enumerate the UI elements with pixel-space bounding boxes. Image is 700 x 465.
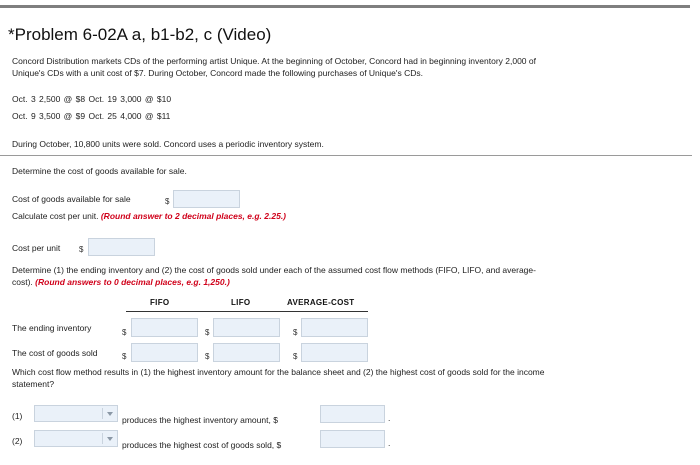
part-c-item2-text: produces the highest cost of goods sold, $ [122,440,282,450]
part-c-item2-period: . [388,438,391,448]
chevron-down-icon [107,412,113,416]
chevron-down-icon [107,437,113,441]
cogs-average-dollar: $ [293,352,298,361]
ending-inventory-lifo-input[interactable] [213,318,280,337]
part-c-item1-period: . [388,413,391,423]
ending-inventory-average-dollar: $ [293,328,298,337]
cogs-fifo-input[interactable] [131,343,198,362]
cogas-dollar-sign: $ [165,197,170,206]
section-divider [0,155,692,156]
part-c-item2-number: (2) [12,436,23,446]
intro-text-line1: Concord Distribution markets CDs of the performing artist Unique. At the beginning of October, Concord had in beginning inventory 2,000 of [12,56,536,66]
top-divider [0,5,690,8]
ending-inventory-average-input[interactable] [301,318,368,337]
cogas-input[interactable] [173,190,240,208]
part-c-question-line1: Which cost flow method results in (1) the highest inventory amount for the balance sheet and (2) the highest cost of goods sold for the income [12,367,545,377]
problem-title: *Problem 6-02A a, b1-b2, c (Video) [8,25,272,44]
calc-cost-per-unit-text: Calculate cost per unit. (Round answer to 2 decimal places, e.g. 2.25.) [12,211,287,221]
part-c-item1-method-select[interactable] [34,405,118,422]
cogas-label: Cost of goods available for sale [12,194,131,204]
cogs-fifo-dollar: $ [122,352,127,361]
part-c-item1-amount-input[interactable] [320,405,385,423]
part-c-item2-amount-input[interactable] [320,430,385,448]
column-header-fifo: FIFO [150,298,170,307]
part-c-item2-method-select[interactable] [34,430,118,447]
intro-text-line2: Unique's CDs with a unit cost of $7. During October, Concord made the following purchases of Unique's CDs. [12,68,423,78]
sales-text: During October, 10,800 units were sold. Concord uses a periodic inventory system. [12,139,324,149]
select-separator [102,408,103,419]
column-header-lifo: LIFO [231,298,251,307]
part-c-question-line2: statement? [12,379,55,389]
column-header-underline [126,311,368,312]
part-c-item1-number: (1) [12,411,23,421]
purchases-line1: Oct. 3 2,500 @ $8 Oct. 19 3,000 @ $10 [12,94,172,104]
ending-inventory-lifo-dollar: $ [205,328,210,337]
cogs-label: The cost of goods sold [12,348,98,358]
part-b-instruction-line2: cost). (Round answers to 0 decimal places, e.g. 1,250.) [12,277,230,287]
cost-per-unit-input[interactable] [88,238,155,256]
select-separator [102,433,103,444]
cogs-lifo-input[interactable] [213,343,280,362]
ending-inventory-label: The ending inventory [12,323,92,333]
cost-per-unit-dollar-sign: $ [79,245,84,254]
ending-inventory-fifo-input[interactable] [131,318,198,337]
cogs-lifo-dollar: $ [205,352,210,361]
part-a-instruction: Determine the cost of goods available for sale. [12,166,187,176]
purchases-line2: Oct. 9 3,500 @ $9 Oct. 25 4,000 @ $11 [12,111,171,121]
part-c-item1-text: produces the highest inventory amount, $ [122,415,278,425]
column-header-average-cost: AVERAGE-COST [287,298,355,307]
part-b-instruction-line1: Determine (1) the ending inventory and (2) the cost of goods sold under each of the assumed cost flow methods (FIFO, LIFO, and average- [12,265,536,275]
cost-per-unit-label: Cost per unit [12,243,61,253]
cogs-average-input[interactable] [301,343,368,362]
ending-inventory-fifo-dollar: $ [122,328,127,337]
